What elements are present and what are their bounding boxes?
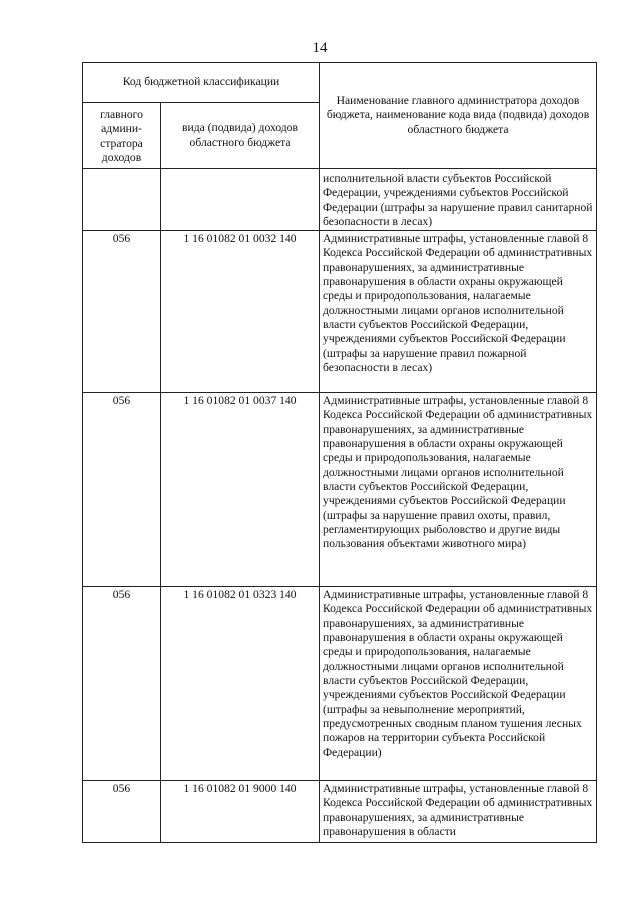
admin-cell xyxy=(83,169,161,231)
admin-cell: 056 xyxy=(83,781,161,843)
name-cell: Административные штрафы, установленные главой 8 Кодекса Российской Федерации об административных правонарушениях, за административные правонарушения в области охраны окружающей среды и природопользования, налагаемые должностными лицами органов исполнительной власти субъектов Российской Федерации, учреждениями субъектов Российской Федерации (штрафы за нарушение правил охоты, правил, регламентирующих рыболовство и другие виды пользования объектами животного мира) xyxy=(320,393,597,587)
header-admin-column: главного админи-стратора доходов xyxy=(83,103,161,169)
table-row xyxy=(83,781,597,843)
admin-cell: 056 xyxy=(83,393,161,587)
page-number: 14 xyxy=(312,40,328,56)
table-row xyxy=(83,169,597,231)
code-cell: 1 16 01082 01 0323 140 xyxy=(161,587,320,781)
code-cell: 1 16 01082 01 9000 140 xyxy=(161,781,320,843)
admin-cell: 056 xyxy=(83,231,161,393)
name-cell: Административные штрафы, установленные главой 8 Кодекса Российской Федерации об административных правонарушениях, за административные правонарушения в области xyxy=(320,781,597,843)
budget-classification-table xyxy=(82,62,597,843)
name-cell: исполнительной власти субъектов Российской Федерации, учреждениями субъектов Российской Федерации (штрафы за нарушение правил санитарной безопасности в лесах) xyxy=(320,169,597,231)
table-row xyxy=(83,393,597,587)
table-row xyxy=(83,231,597,393)
name-cell: Административные штрафы, установленные главой 8 Кодекса Российской Федерации об административных правонарушениях, за административные правонарушения в области охраны окружающей среды и природопользования, налагаемые должностными лицами органов исполнительной власти субъектов Российской Федерации, учреждениями субъектов Российской Федерации (штрафы за невыполнение мероприятий, предусмотренных сводным планом тушения лесных пожаров на территории субъекта Российской Федерации) xyxy=(320,587,597,781)
name-cell: Административные штрафы, установленные главой 8 Кодекса Российской Федерации об административных правонарушениях, за административные правонарушения в области охраны окружающей среды и природопользования, налагаемые должностными лицами органов исполнительной власти субъектов Российской Федерации, учреждениями субъектов Российской Федерации (штрафы за нарушение правил пожарной безопасности в лесах) xyxy=(320,231,597,393)
table-row xyxy=(83,587,597,781)
code-cell: 1 16 01082 01 0037 140 xyxy=(161,393,320,587)
header-code-column: вида (подвида) доходов областного бюджета xyxy=(161,103,320,169)
admin-cell: 056 xyxy=(83,587,161,781)
code-cell: 1 16 01082 01 0032 140 xyxy=(161,231,320,393)
header-group-title: Код бюджетной классификации xyxy=(83,63,320,103)
header-name-column: Наименование главного администратора доходов бюджета, наименование кода вида (подвида) доходов областного бюджета xyxy=(320,63,597,169)
code-cell xyxy=(161,169,320,231)
